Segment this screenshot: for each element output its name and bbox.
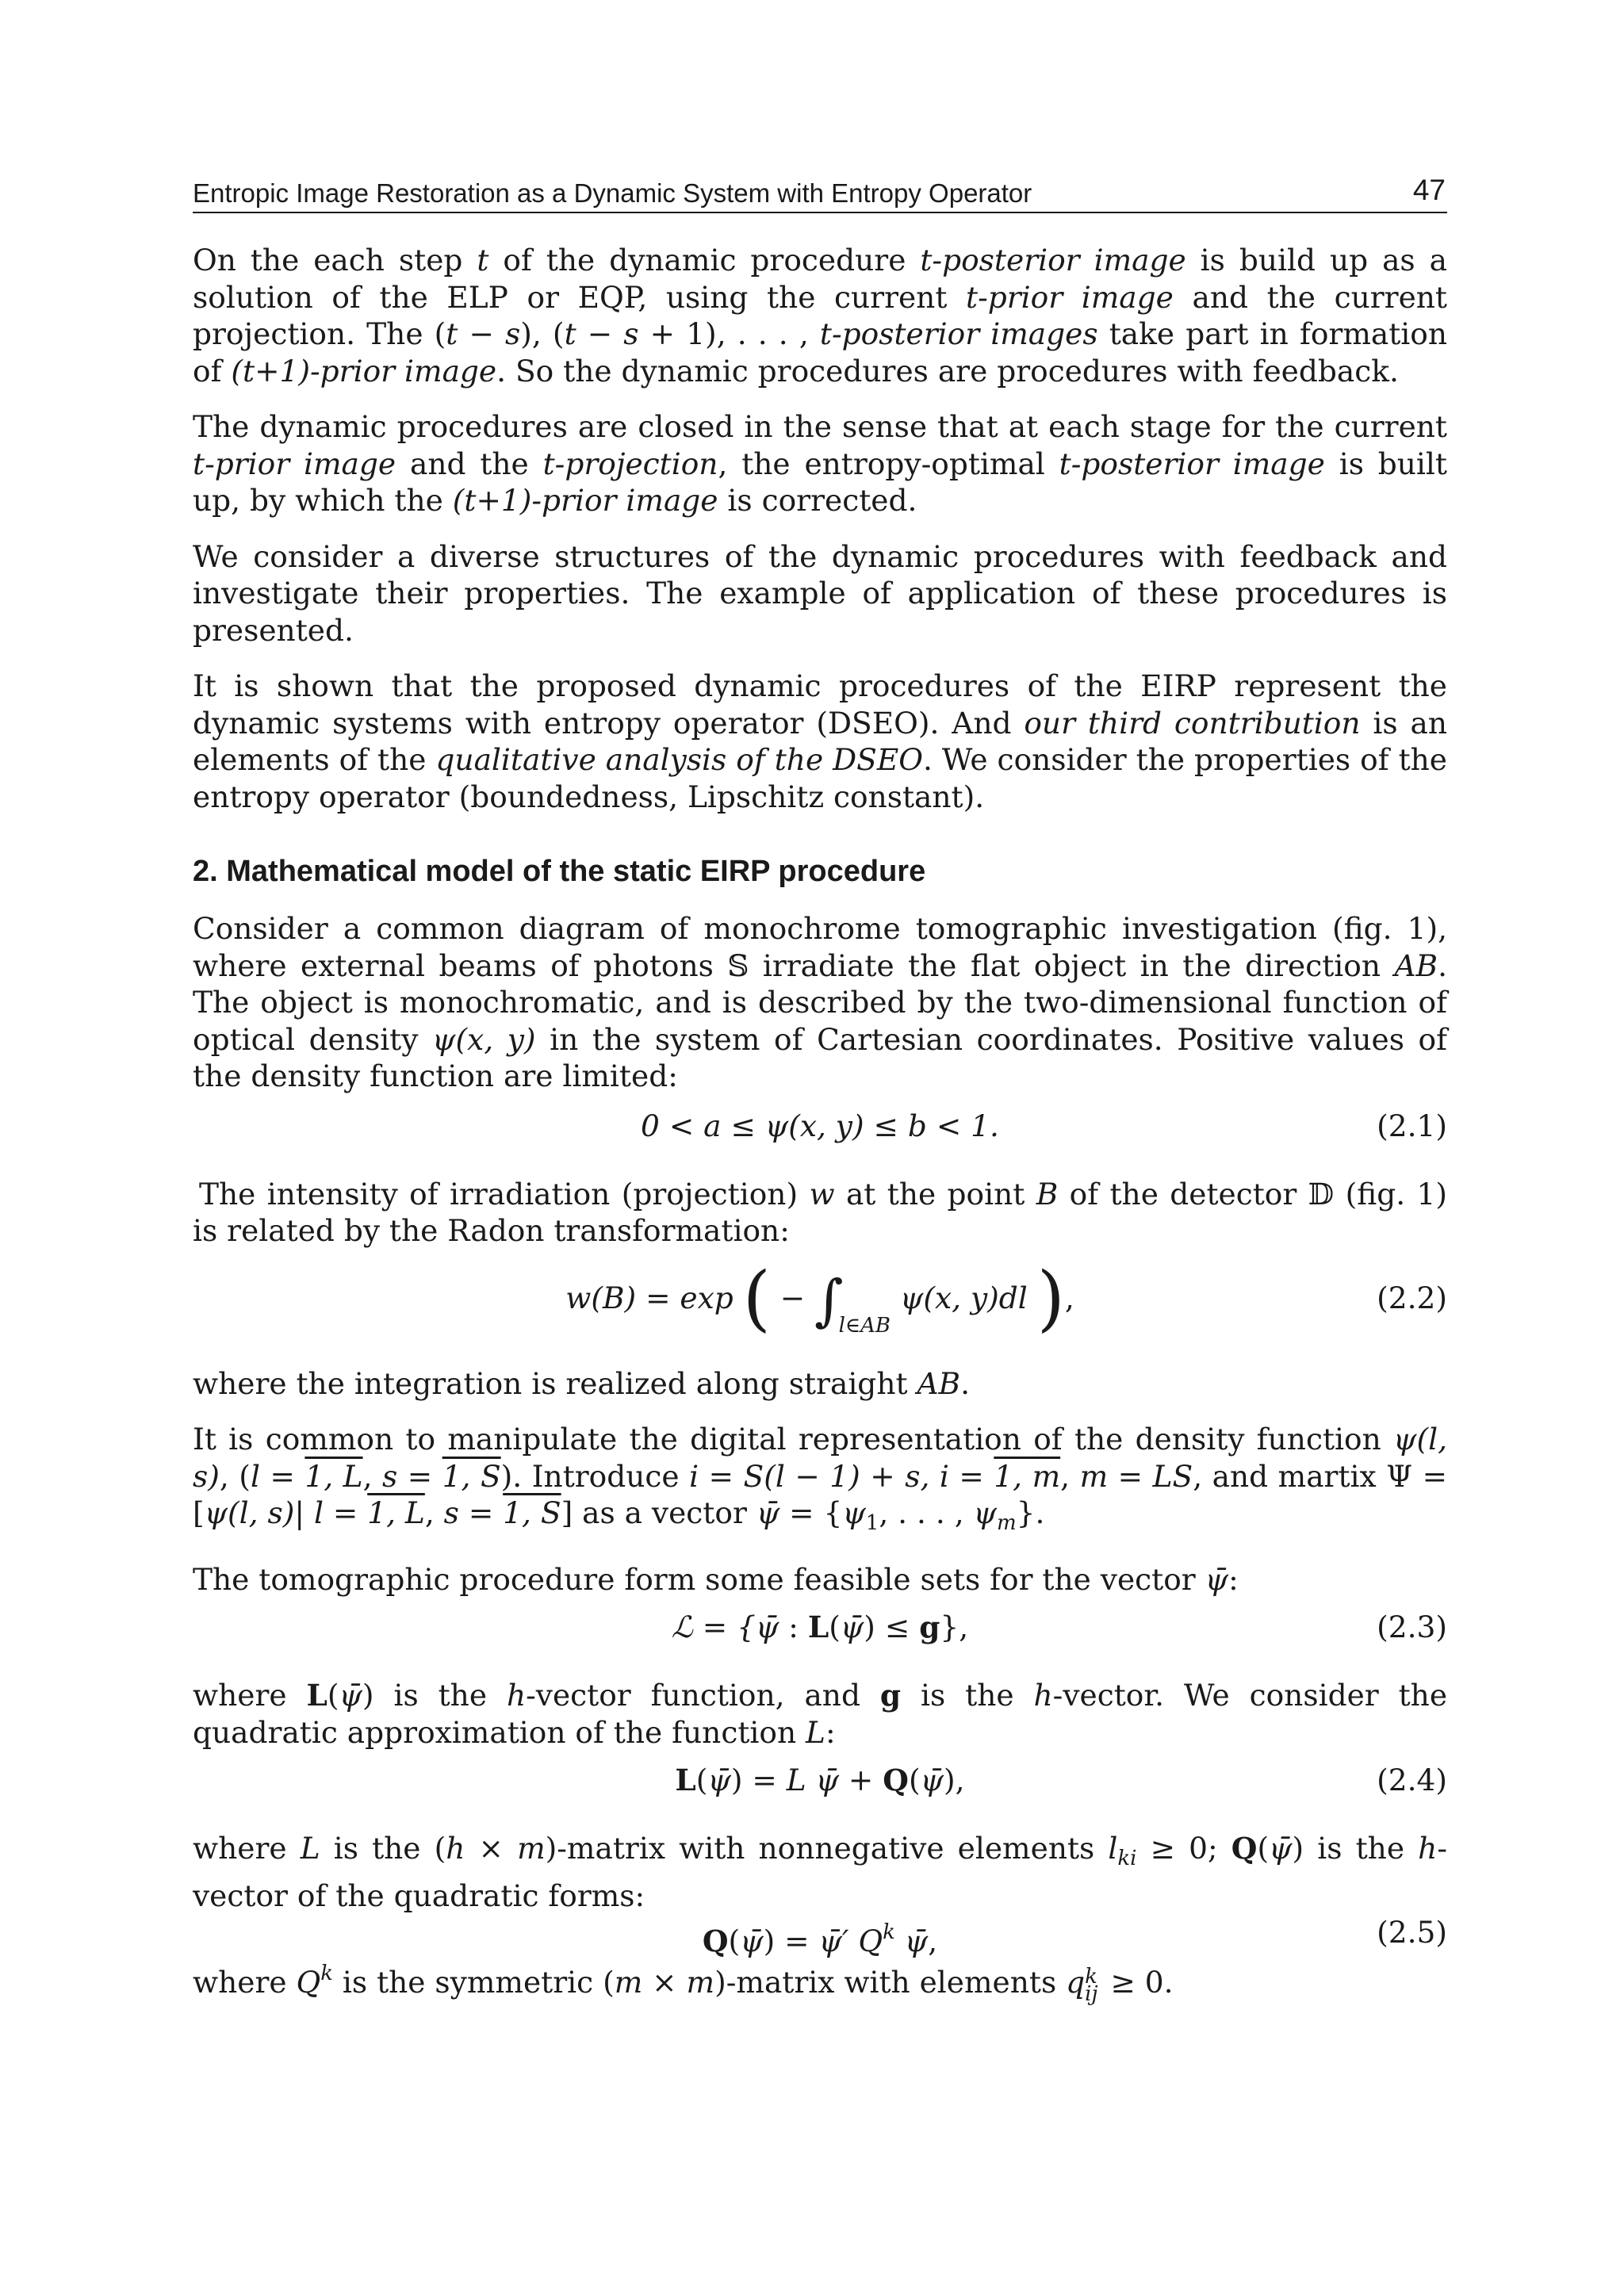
equation-number: (2.5) (1377, 1915, 1447, 1950)
equation-body: 0 < a ≤ ψ(x, y) ≤ b < 1. (641, 1108, 999, 1143)
paragraph-integration: where the integration is realized along straight AB. (193, 1365, 971, 1401)
paragraph-dynamic-procedure: On the each step t of the dynamic procedure t-posterior image is build up as a solution of the ELP or EQP, using the current t-prior image and the current projection. The (t − s), (t − s + 1), . . . , t-posterior images take part in formation of (t+1)-prior image. So the dynamic procedures are procedures with feedback. (193, 243, 1448, 389)
paragraph-feasible-sets: The tomographic procedure form some feasible sets for the vector ψ̄: (193, 1561, 1239, 1597)
paragraph-vector-function: where L(ψ̄) is the h-vector function, and g is the h-vector. We consider the quadratic approximation of the function L: (193, 1678, 1448, 1750)
equation-body: ℒ = {ψ̄ : L(ψ̄) ≤ g}, (671, 1610, 969, 1644)
equation-2-2 (193, 1258, 1447, 1345)
paragraph-digital-representation: It is common to manipulate the digital representation of the density function ψ(l, s), (l = 1, L, s = 1, S). Introduce i = S(l − 1) + s, i = 1, m, m = LS, and martix Ψ = [ψ(l, s)| l = 1, L, s = 1, S] as a vector ψ̄ = {$\psi_1$, . . . , $\psi_m$}. (193, 1422, 1448, 1535)
equation-number: (2.4) (1377, 1763, 1447, 1797)
paragraph-radon: The intensity of irradiation (projection) w at the point B of the detector 𝔻 (fig. 1) is related by the Radon transformation: (193, 1176, 1447, 1248)
page-number: 47 (1412, 174, 1446, 206)
page-body (193, 242, 1447, 2022)
equation-number: (2.3) (1377, 1610, 1447, 1644)
equation-body: Q(ψ̄) = ψ̄′ $Q^k$ ψ̄, (702, 1920, 938, 1958)
running-title: Entropic Image Restoration as a Dynamic System with Entropy Operator (193, 178, 1032, 208)
paragraph-matrix-q: where $Q^k$ is the symmetric (m × m)-matrix with elements q k ij ≥ 0. (193, 1962, 1174, 2006)
running-header (193, 163, 1447, 213)
paragraph-closed-procedures: The dynamic procedures are closed in the sense that at each stage for the current t-prior image and the t-projection, the entropy-optimal t-posterior image is built up, by which the (t+1)-prior image is corrected. (193, 409, 1447, 518)
paragraph-dseo: It is shown that the proposed dynamic procedures of the EIRP represent the dynamic systems with entropy operator (DSEO). And our third contribution is an elements of the qualitative analysis of the DSEO. We consider the properties of the entropy operator (boundedness, Lipschitz constant). (193, 668, 1447, 814)
equation-body: w(B) = exp ( − $\int_{l\in AB}$ ψ(x, y)dl ), (565, 1256, 1074, 1340)
paragraph-matrix-l: where L is the (h × m)-matrix with nonnegative elements $l_{ki} \ge 0$; Q(ψ̄) is the h-vector of the quadratic forms: (193, 1831, 1447, 1913)
equation-2-5 (193, 1914, 1447, 1958)
equation-body: L(ψ̄) = L ψ̄ + Q(ψ̄), (675, 1763, 965, 1797)
section-heading: 2. Mathematical model of the static EIRP procedure (193, 855, 926, 888)
paragraph-tomography: Consider a common diagram of monochrome tomographic investigation (fig. 1), where external beams of photons 𝕊 irradiate the flat object in the direction AB. The object is monochromatic, and is described by the two-dimensional function of optical density ψ(x, y) in the system of Cartesian coordinates. Positive values of the density function are limited: (193, 911, 1448, 1093)
equation-2-1 (193, 1108, 1447, 1155)
equation-2-4 (193, 1762, 1447, 1809)
equation-2-3 (193, 1609, 1447, 1656)
equation-number: (2.2) (1377, 1280, 1447, 1315)
paragraph-diverse-structures: We consider a diverse structures of the dynamic procedures with feedback and investigate their properties. The example of application of these procedures is presented. (193, 538, 1447, 648)
equation-number: (2.1) (1377, 1108, 1447, 1143)
